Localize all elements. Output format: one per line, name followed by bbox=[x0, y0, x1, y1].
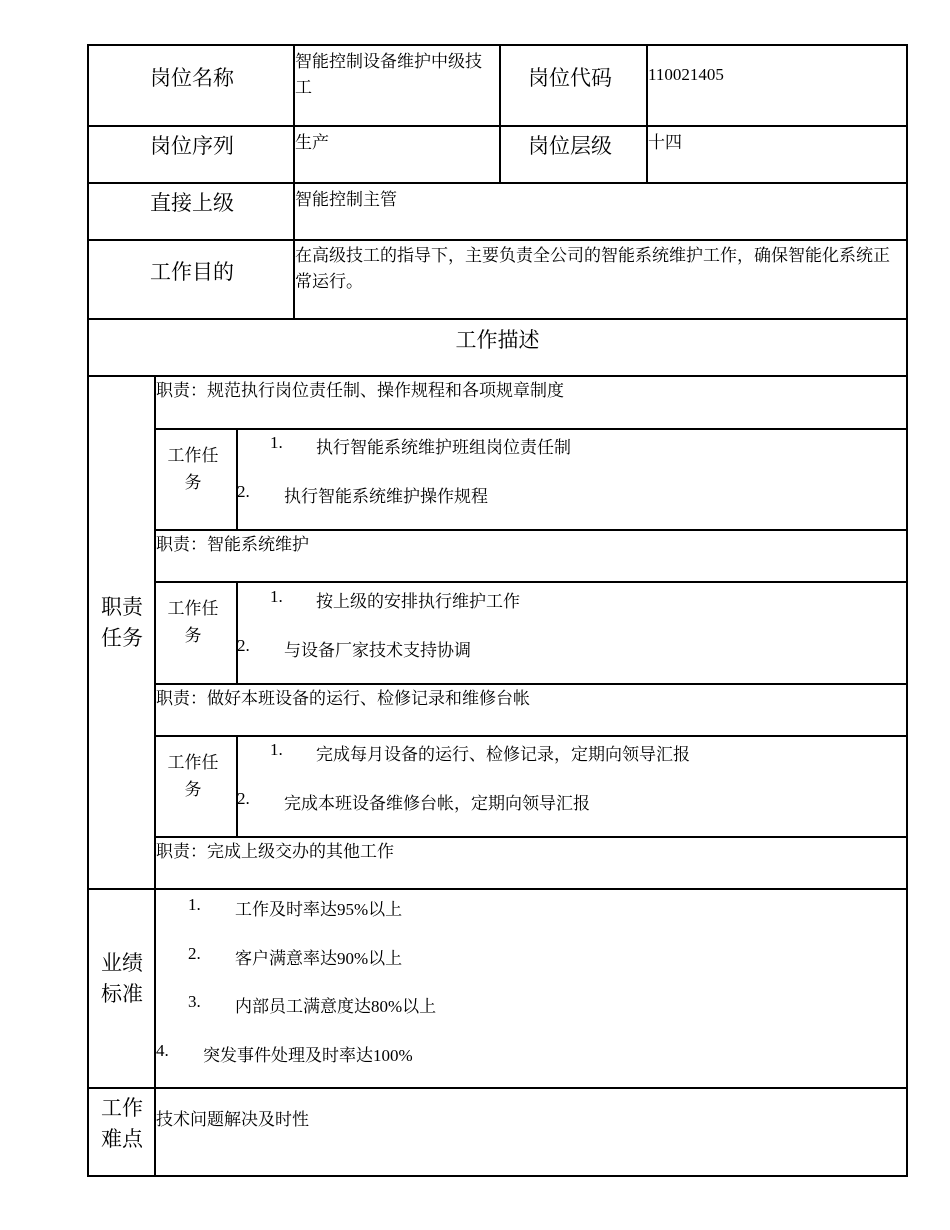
performance-item-3-text: 内部员工满意度达80%以上 bbox=[235, 997, 437, 1016]
duty-3-task-2-text: 完成本班设备维修台帐，定期向领导汇报 bbox=[284, 794, 590, 813]
duty-2-task-2-num: 2. bbox=[237, 636, 250, 655]
duty-1-title: 职责：规范执行岗位责任制、操作规程和各项规章制度 bbox=[156, 381, 564, 400]
performance-item-4-num: 4. bbox=[156, 1041, 169, 1060]
position-level-label: 岗位层级 bbox=[528, 134, 612, 158]
position-code-label: 岗位代码 bbox=[528, 66, 612, 90]
col-divider bbox=[236, 428, 238, 530]
col-divider bbox=[499, 44, 501, 183]
difficulty-label: 工作难点 bbox=[101, 1096, 143, 1151]
row-divider bbox=[88, 375, 908, 377]
duty-1-task-2-text: 执行智能系统维护操作规程 bbox=[284, 487, 488, 506]
row-divider bbox=[88, 182, 908, 184]
duty-2-title: 职责：智能系统维护 bbox=[156, 535, 309, 554]
duty-3-task-1-num: 1. bbox=[270, 740, 283, 759]
table-border-left bbox=[87, 44, 89, 1177]
duty-1-task-label: 工作任务 bbox=[167, 446, 219, 492]
position-level-value: 十四 bbox=[648, 133, 682, 152]
performance-item-4-text: 突发事件处理及时率达100% bbox=[203, 1046, 413, 1065]
duties-section-label: 职责任务 bbox=[101, 595, 143, 650]
duty-1-task-1-num: 1. bbox=[270, 433, 283, 452]
duty-3-task-1-text: 完成每月设备的运行、检修记录，定期向领导汇报 bbox=[316, 745, 690, 764]
row-divider bbox=[155, 735, 908, 737]
performance-item-3-num: 3. bbox=[188, 992, 201, 1011]
col-divider bbox=[236, 735, 238, 837]
difficulty-value: 技术问题解决及时性 bbox=[156, 1110, 309, 1129]
position-series-label: 岗位序列 bbox=[150, 134, 234, 158]
row-divider bbox=[88, 1087, 908, 1089]
purpose-value: 在高级技工的指导下，主要负责全公司的智能系统维护工作，确保智能化系统正常运行。 bbox=[295, 246, 890, 291]
duty-1-task-1-text: 执行智能系统维护班组岗位责任制 bbox=[316, 438, 571, 457]
duty-2-task-label: 工作任务 bbox=[167, 599, 219, 645]
duty-2-task-1-num: 1. bbox=[270, 587, 283, 606]
performance-item-2-num: 2. bbox=[188, 944, 201, 963]
table-border-bottom bbox=[88, 1175, 908, 1177]
row-divider bbox=[155, 683, 908, 685]
performance-item-1-num: 1. bbox=[188, 895, 201, 914]
duty-2-task-2-text: 与设备厂家技术支持协调 bbox=[284, 641, 471, 660]
position-series-value: 生产 bbox=[295, 133, 329, 152]
row-divider bbox=[88, 239, 908, 241]
row-divider bbox=[88, 888, 908, 890]
duty-3-task-2-num: 2. bbox=[237, 789, 250, 808]
duty-3-title: 职责：做好本班设备的运行、检修记录和维修台帐 bbox=[156, 689, 530, 708]
position-name-label: 岗位名称 bbox=[150, 66, 234, 90]
performance-item-1-text: 工作及时率达95%以上 bbox=[235, 900, 403, 919]
description-title: 工作描述 bbox=[455, 328, 540, 352]
duty-1-task-2-num: 2. bbox=[237, 482, 250, 501]
performance-item-2-text: 客户满意率达90%以上 bbox=[235, 949, 403, 968]
position-name-value: 智能控制设备维护中级技工 bbox=[295, 52, 482, 97]
row-divider bbox=[88, 318, 908, 320]
row-divider bbox=[88, 125, 908, 127]
duty-3-task-label: 工作任务 bbox=[167, 753, 219, 799]
duty-2-task-1-text: 按上级的安排执行维护工作 bbox=[316, 592, 520, 611]
duty-4-title: 职责：完成上级交办的其他工作 bbox=[156, 842, 394, 861]
table-border-right bbox=[906, 44, 908, 1177]
supervisor-value: 智能控制主管 bbox=[295, 190, 397, 209]
row-divider bbox=[155, 529, 908, 531]
position-code-value: 110021405 bbox=[648, 65, 724, 84]
purpose-label: 工作目的 bbox=[150, 260, 234, 284]
row-divider bbox=[155, 581, 908, 583]
table-border-top bbox=[88, 44, 908, 46]
supervisor-label: 直接上级 bbox=[150, 191, 234, 215]
row-divider bbox=[155, 836, 908, 838]
col-divider bbox=[236, 581, 238, 684]
performance-label: 业绩标准 bbox=[101, 951, 143, 1006]
row-divider bbox=[155, 428, 908, 430]
